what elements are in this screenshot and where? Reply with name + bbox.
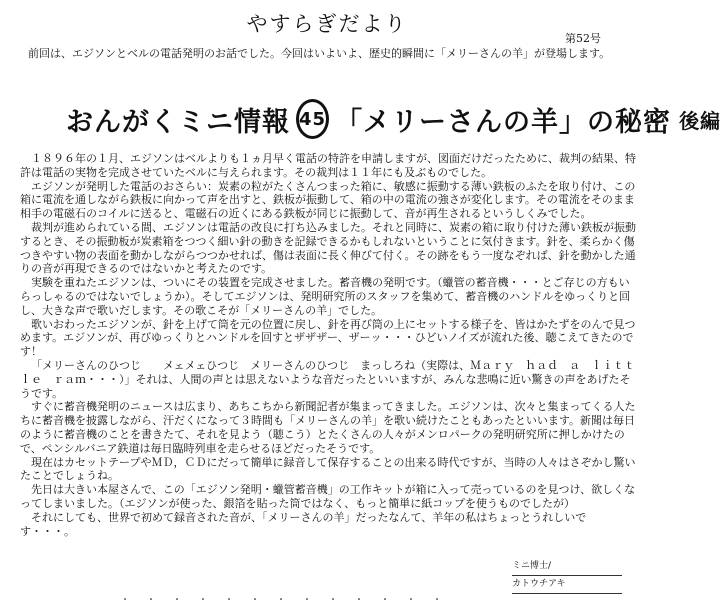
newsletter-title: やすらぎだより (246, 12, 408, 36)
article-paragraph: 実験を重ねたエジソンは、ついにその装置を完成させました。蓄音機の発明です。（蠟管の蓄音機・・・とご存じの方もいらっしゃるのではないでしょうか）。そしてエジソンは、発明研究所のスタッフを集めて、蓄音機のハンドルをゆっくりと回し、大きな声で歌いだします。その歌こそが「メリーさんの羊」でした。 (20, 276, 631, 317)
article-paragraph: エジソンが発明した電話のおさらい：炭素の粒がたくさんつまった箱に、敏感に振動する薄い鉄板のふたを取り付け、この箱に電流を通しながら鉄板に向かって声を出すと、鉄板が振動して、箱の中の電流の強さが変化します。その電流をそのまま相手の電磁石のコイルに送ると、電磁石の近くにある鉄板が同じに振動して、音が再生されるというしくみでした。 (20, 179, 636, 221)
banner-number-circle: 45 (296, 99, 329, 139)
footer-fragment: ・ ・ ・ ・ ・ ・ ・ ・ ・ ・ ・ ・ ・ (120, 595, 445, 606)
article-paragraph: １８９６年の１月、エジソンはベルよりも１ヵ月早く電話の特許を申請しますが、図面だけだったために、裁判の結果、特許は電話の実物を完成させていたベルに与えられます。その裁判は１１年にも及ぶものでした。 (20, 152, 636, 179)
banner-suffix: 後編 (679, 108, 721, 133)
credit-line: カトウチアキ (512, 576, 622, 594)
credit-line: ミニ博士/ (512, 558, 622, 576)
article-paragraph: 歌いおわったエジソンが、針を上げて筒を元の位置に戻し、針を再び筒の上にセットする様子を、皆はかたずをのんで見つめます。エジソンが、再びゆっくりとハンドルを回すとザザザー、ザーッ・・・ひどいノイズが流れた後、聴こえてきたのです！ (20, 317, 636, 359)
article-paragraph: 「メリーさんのひつじ メェメェひつじ メリーさんのひつじ まっしろね（実際は、Ｍａｒｙ ｈａｄ ａ ｌｉｔｔｌｅ ｒａｍ・・・）」それは、人間の声とは思えないような音だったといいますが、みんな悲鳴に近い驚きの声をあげたそうです。 (20, 358, 636, 400)
article-paragraph: 先日は大きい本屋さんで、この「エジソン発明・蠟管蓄音機」の工作キットが箱に入って売っているのを見つけ、欲しくなってしまいました。（エジソンが使った、銀箔を貼った筒ではなく、もっと簡単に紙コップを使うものでしたが） (20, 483, 636, 510)
author-credit (512, 558, 622, 594)
article-paragraph: 裁判が進められている間、エジソンは電話の改良に打ち込みました。それと同時に、炭素の箱に取り付けた薄い鉄板が振動するとき、その振動板が炭素箱をつつく細い針の動きを記録できるかもしれないということに気付きます。針を、柔らかく傷つきやすい物の表面を動かしながらつつかせれば、傷は表面に長く伸びて付く。その跡をもう一度なぞれば、針を動かした通りの音が再現できるのではないかと考えたのです。 (20, 220, 636, 276)
lead-paragraph: 前回は、エジソンとベルの電話発明のお話でした。今回はいよいよ、歴史的瞬間に「メリーさんの羊」が登場します。 (28, 47, 611, 60)
article-body (20, 152, 636, 538)
issue-number: 第52号 (565, 32, 601, 45)
article-paragraph: 現在はカセットテープやＭＤ，ＣＤにだって簡単に録音して保存することの出来る時代ですが、当時の人々はさぞかし驚いたことでしょうね。 (20, 455, 636, 483)
banner-title: 「メリーさんの羊」の秘密 (335, 106, 672, 138)
banner-prefix: おんがくミニ情報 (66, 106, 290, 138)
article-paragraph: すぐに蓄音機発明のニュースは広まり、あちこちから新聞記者が集まってきました。エジソンは、次々と集まってくる人たちに蓄音機を披露しながら、汗だくになって３時間も「メリーさんの羊」を歌い続けたこともあったといいます。新聞は毎日のように蓄音機のことを書きたて、それを見よう（聴こう）とたくさんの人々がメンロパークの発明研究所に押しかけたので、ペンシルバニア鉄道は毎日臨時列車を走らせるほどだったそうです。 (20, 400, 636, 455)
column-banner (66, 95, 721, 143)
article-paragraph: それにしても、世界で初めて録音された音が、「メリーさんの羊」だったなんて、羊年の私はちょっとうれしいです・・・。 (20, 510, 587, 538)
